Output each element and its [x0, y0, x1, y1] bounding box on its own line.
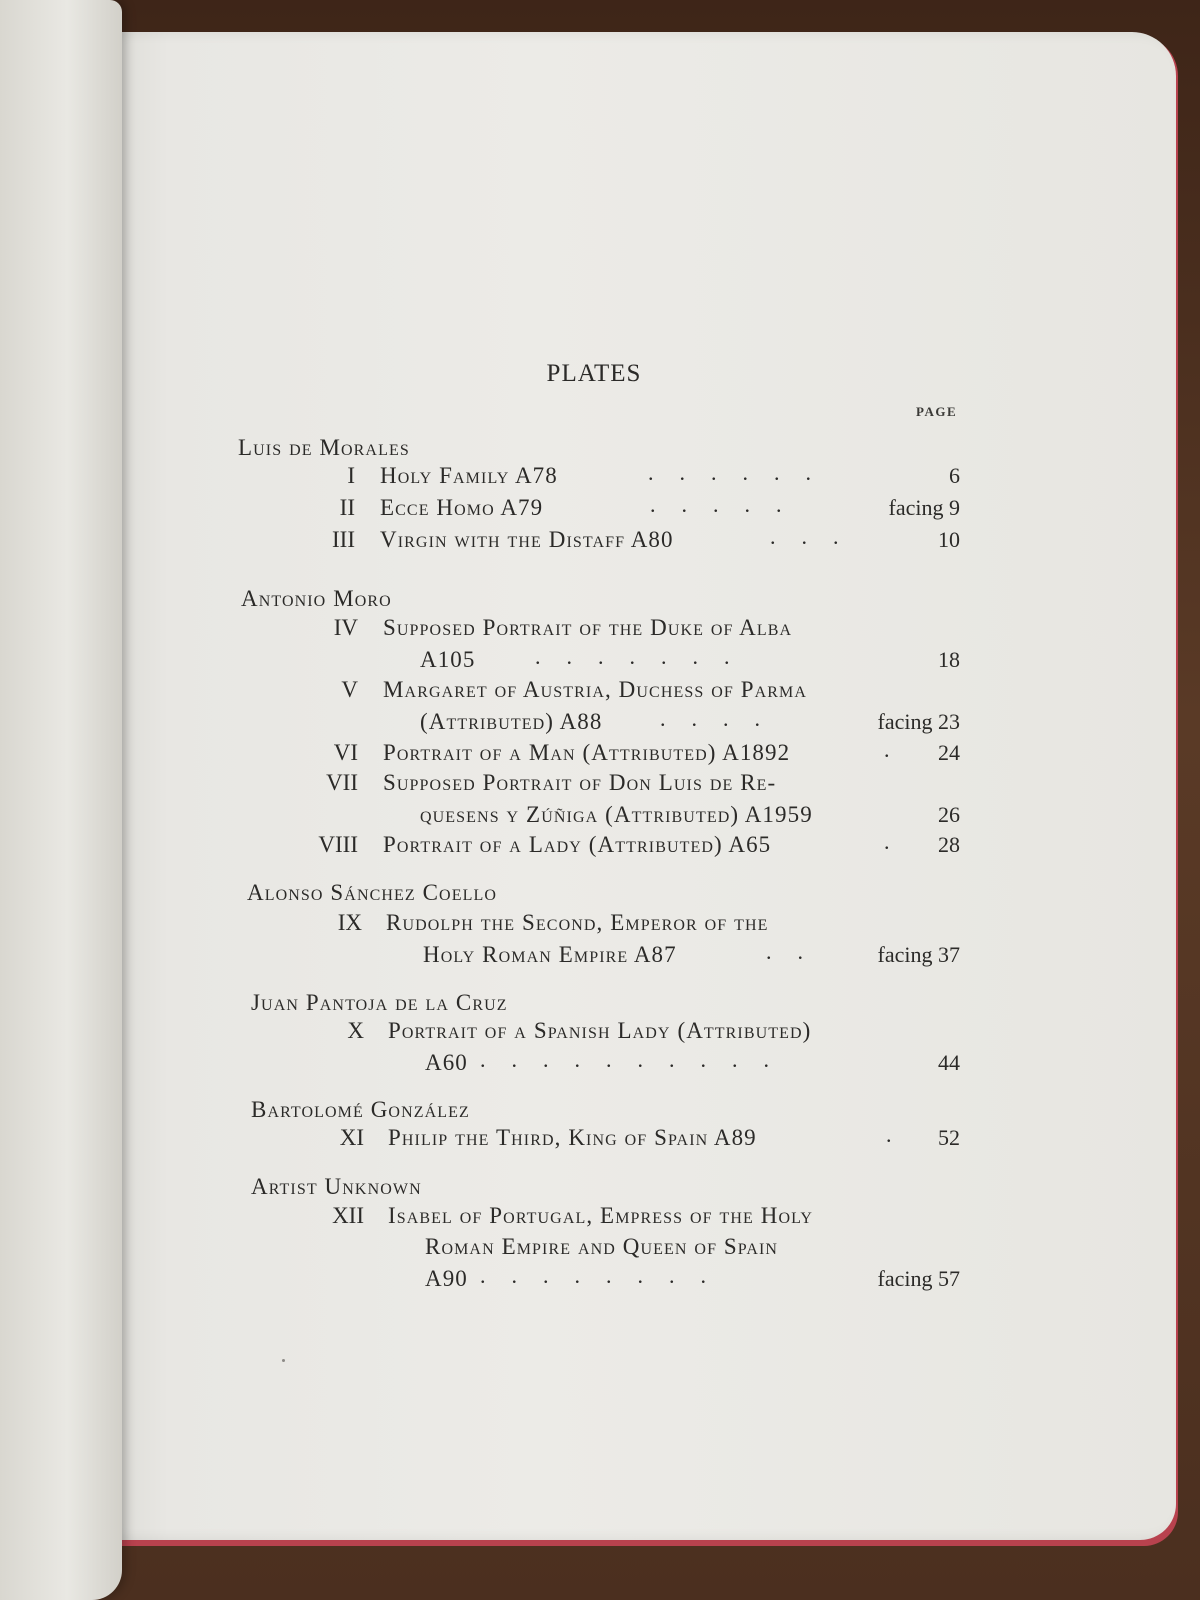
- plate-page: 28: [938, 832, 960, 857]
- plate-numeral: V: [341, 677, 358, 702]
- plate-title: Ecce Homo A79: [380, 495, 544, 520]
- leader-dots: ......: [648, 460, 837, 485]
- plate-numeral: I: [347, 463, 355, 488]
- plate-title: Portrait of a Spanish Lady (Attributed): [388, 1018, 812, 1043]
- plate-title: Isabel of Portugal, Empress of the Holy: [388, 1203, 814, 1228]
- plate-page: 44: [938, 1050, 960, 1075]
- plate-page: 6: [949, 463, 960, 488]
- plate-page: facing 23: [877, 709, 960, 734]
- plate-numeral: X: [347, 1018, 364, 1043]
- artist-heading: Luis de Morales: [238, 435, 410, 460]
- leader-dots: ..: [766, 939, 829, 964]
- leader-dots: .: [886, 1122, 918, 1147]
- plate-title-continued: A60: [425, 1050, 468, 1075]
- leader-dots: ....: [660, 706, 786, 731]
- page-title: PLATES: [546, 360, 642, 387]
- leader-dots: .......: [535, 644, 756, 669]
- page-column-label: PAGE: [916, 404, 958, 419]
- plate-title: Portrait of a Man (Attributed) A1892: [383, 740, 791, 765]
- plate-numeral: VII: [326, 770, 358, 795]
- plate-title: Philip the Third, King of Spain A89: [388, 1125, 757, 1150]
- leader-dots: .: [884, 737, 916, 762]
- plate-title-continued: Holy Roman Empire A87: [423, 942, 677, 967]
- plate-title-continued: (Attributed) A88: [420, 709, 603, 734]
- plate-title-continued: A90: [425, 1266, 468, 1291]
- plate-page: 24: [938, 740, 960, 765]
- leader-dots: .: [884, 829, 916, 854]
- plate-title-continued: A105: [420, 647, 476, 672]
- facing-page: [0, 0, 122, 1600]
- plate-page: 52: [938, 1125, 960, 1150]
- plate-numeral: III: [332, 527, 355, 552]
- plate-numeral: II: [339, 495, 355, 520]
- plate-title-continued: Roman Empire and Queen of Spain: [425, 1234, 779, 1259]
- plate-page: 26: [938, 802, 960, 827]
- paper-speck: [282, 1359, 285, 1362]
- plate-title: Supposed Portrait of the Duke of Alba: [383, 615, 793, 640]
- artist-heading: Juan Pantoja de la Cruz: [251, 990, 508, 1015]
- plate-title: Margaret of Austria, Duchess of Parma: [383, 677, 807, 702]
- plate-title: Portrait of a Lady (Attributed) A65: [383, 832, 772, 857]
- plate-numeral: IX: [337, 910, 362, 935]
- artist-heading: Alonso Sánchez Coello: [247, 880, 497, 905]
- artist-heading: Bartolomé González: [251, 1097, 470, 1122]
- plate-page: facing 37: [877, 942, 960, 967]
- leader-dots: ........: [480, 1263, 732, 1288]
- plate-title: Virgin with the Distaff A80: [380, 527, 674, 552]
- plate-page: facing 9: [888, 495, 960, 520]
- artist-heading: Artist Unknown: [251, 1174, 422, 1199]
- plate-title-continued: quesens y Zúñiga (Attributed) A1959: [420, 802, 813, 827]
- leader-dots: .....: [650, 492, 808, 517]
- plate-page: facing 57: [877, 1266, 960, 1291]
- plate-numeral: XII: [332, 1203, 364, 1228]
- artist-heading: Antonio Moro: [241, 586, 392, 611]
- plate-title: Rudolph the Second, Emperor of the: [386, 910, 769, 935]
- plate-title: Supposed Portrait of Don Luis de Re-: [383, 770, 777, 795]
- plate-numeral: VI: [333, 740, 358, 765]
- plate-page: 10: [938, 527, 960, 552]
- plate-title: Holy Family A78: [380, 463, 558, 488]
- plate-page: 18: [938, 647, 960, 672]
- plate-numeral: IV: [333, 615, 358, 640]
- leader-dots: ...: [770, 524, 865, 549]
- plate-numeral: XI: [339, 1125, 364, 1150]
- plate-numeral: VIII: [318, 832, 358, 857]
- leader-dots: ..........: [480, 1047, 795, 1072]
